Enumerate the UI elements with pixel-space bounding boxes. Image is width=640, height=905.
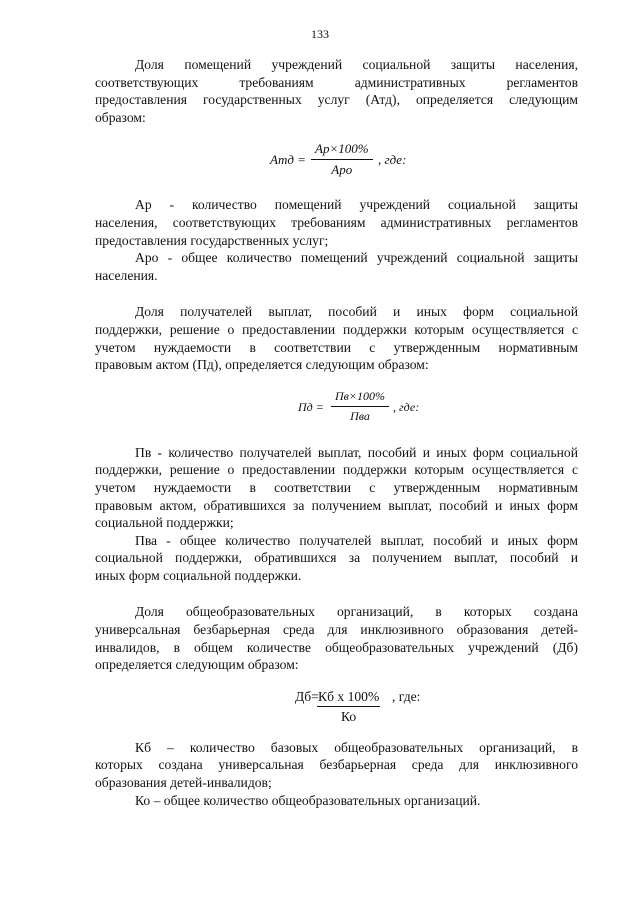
text-line: Кб – количество базовых общеобразовательных организаций, в bbox=[135, 739, 578, 755]
text-line: Доля получателей выплат, пособий и иных форм социальной bbox=[135, 304, 578, 320]
text-line: образования детей-инвалидов; bbox=[95, 775, 272, 791]
definition-ar bbox=[95, 196, 578, 249]
formula-numerator: Кб х 100% bbox=[317, 688, 380, 708]
formula-where: , где: bbox=[378, 152, 407, 168]
formula-where: , где: bbox=[392, 688, 421, 704]
text-line: поддержки, решение о предоставлении поддержки которым осуществляется с bbox=[95, 462, 578, 478]
formula-lhs: Пд = bbox=[298, 399, 324, 414]
text-line: населения. bbox=[95, 267, 158, 283]
definition-kb bbox=[95, 739, 578, 792]
formula-atd bbox=[95, 126, 578, 186]
text-line: универсальная безбарьерная среда для инклюзивного образования детей- bbox=[95, 622, 578, 638]
formula-denominator: Пва bbox=[350, 409, 370, 424]
formula-lhs: Атд = bbox=[270, 152, 306, 168]
formula-fraction bbox=[317, 688, 380, 726]
section-atd-intro bbox=[95, 56, 578, 126]
formula-numerator: Ар×100% bbox=[311, 140, 373, 160]
formula-fraction bbox=[311, 140, 373, 178]
section-pd-intro bbox=[95, 303, 578, 373]
text-line: соответствующих требованиям административных регламентов bbox=[95, 74, 578, 90]
text-line: Пв - количество получателей выплат, пособий и иных форм социальной bbox=[135, 444, 578, 460]
formula-denominator: Ко bbox=[341, 709, 357, 725]
text-line: поддержки, решение о предоставлении поддержки которым осуществляется с bbox=[95, 321, 578, 337]
document-body bbox=[95, 56, 578, 809]
text-line: социальной поддержки; bbox=[95, 515, 234, 531]
formula-db bbox=[95, 674, 578, 726]
text-line: предоставления государственных услуг (Атд), определяется следующим bbox=[95, 92, 578, 108]
formula-fraction bbox=[331, 388, 389, 426]
section-db-intro bbox=[95, 603, 578, 673]
text-line: образом: bbox=[95, 109, 146, 125]
text-line: населения, соответствующих требованиям административных регламентов bbox=[95, 214, 578, 230]
text-line: определяется следующим образом: bbox=[95, 657, 299, 673]
definition-ko bbox=[95, 792, 578, 810]
definition-pv bbox=[95, 444, 578, 532]
text-line: учетом нуждаемости в соответствии с утвержденным нормативным bbox=[95, 339, 578, 355]
text-line: правовым актом, обратившихся за получением выплат, пособий и иных форм bbox=[95, 497, 578, 513]
page-number: 133 bbox=[311, 27, 329, 41]
formula-pd bbox=[95, 374, 578, 434]
text-line: предоставления государственных услуг; bbox=[95, 232, 329, 248]
text-line: Ар - количество помещений учреждений социальной защиты bbox=[135, 197, 578, 213]
formula-denominator: Аро bbox=[331, 161, 353, 177]
text-line: которых создана универсальная безбарьерная среда для инклюзивного bbox=[95, 757, 578, 773]
text-line: Доля помещений учреждений социальной защиты населения, bbox=[135, 57, 578, 72]
text-line: учетом нуждаемости в соответствии с утвержденным нормативным bbox=[95, 479, 578, 495]
text-line: социальной поддержки, обратившихся за получением выплат, пособий и bbox=[95, 550, 578, 566]
text-line: иных форм социальной поддержки. bbox=[95, 567, 302, 583]
formula-numerator: Пв×100% bbox=[331, 388, 389, 408]
text-line: правовым актом (Пд), определяется следующим образом: bbox=[95, 357, 429, 373]
definition-pva bbox=[95, 532, 578, 585]
formula-lhs: Дб= bbox=[295, 688, 319, 704]
text-line: Аро - общее количество помещений учреждений социальной защиты bbox=[135, 250, 578, 266]
definition-aro bbox=[95, 249, 578, 284]
text-line: инвалидов, в общем количестве общеобразовательных учреждений (Дб) bbox=[95, 639, 578, 655]
text-line: Пва - общее количество получателей выплат, пособий и иных форм bbox=[135, 532, 578, 548]
text-line: Доля общеобразовательных организаций, в которых создана bbox=[135, 604, 578, 620]
formula-where: , где: bbox=[393, 399, 420, 414]
text-line: Ко – общее количество общеобразовательных организаций. bbox=[135, 792, 481, 808]
